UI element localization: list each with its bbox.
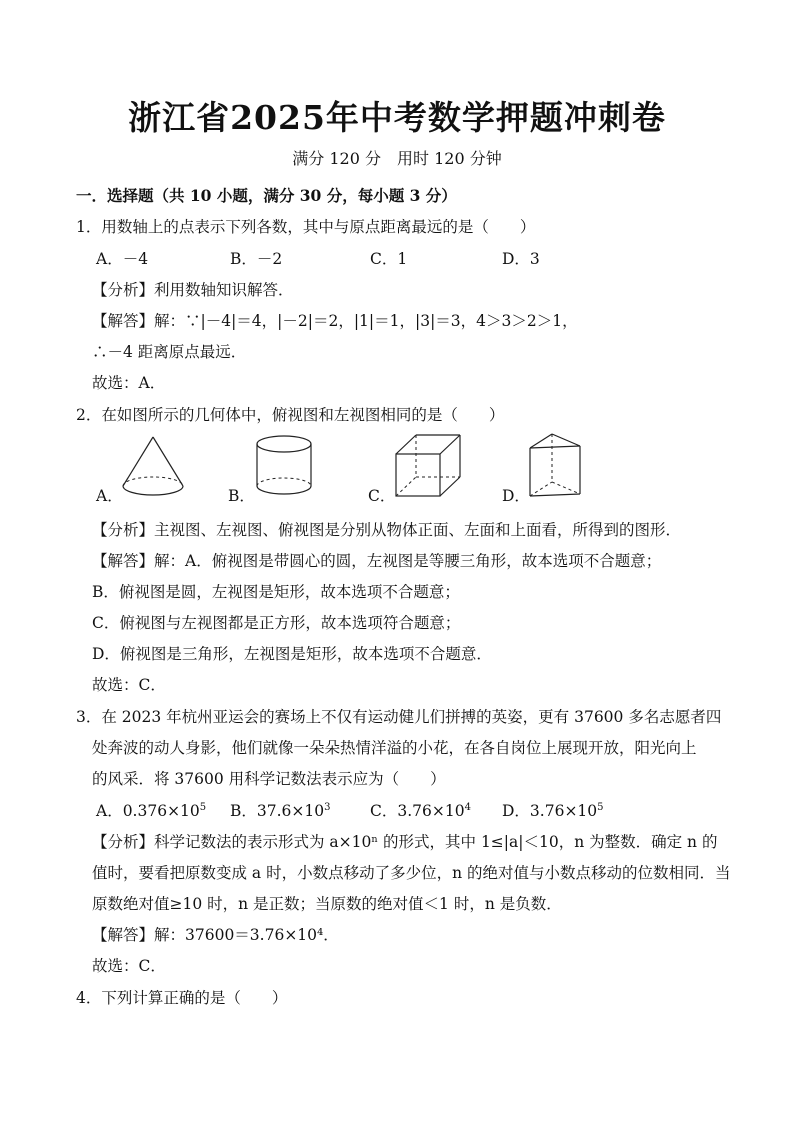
q2-figure-label-c: C．	[368, 487, 396, 505]
q2-solution-line-3: C．俯视图与左视图都是正方形，故本选项符合题意；	[92, 614, 461, 632]
section-heading: 一．选择题（共 10 小题，满分 30 分，每小题 3 分）	[76, 186, 457, 205]
question-3-stem-line-3: 的风采．将 37600 用科学记数法表示应为（ ）	[92, 770, 446, 788]
q2-figure-label-a: A．	[96, 487, 123, 505]
page-title: 浙江省2025年中考数学押题冲刺卷	[128, 98, 666, 137]
question-4-stem: 4．下列计算正确的是（ ）	[76, 989, 288, 1007]
q3-option-a: A．$0.376\times 10^5$	[96, 802, 207, 820]
q3-analysis-line-3: 原数绝对值≥10 时，n 是正数；当原数的绝对值＜1 时，n 是负数．	[92, 895, 562, 913]
q3-answer: 故选：C．	[92, 957, 166, 975]
question-3-stem-line-2: 处奔波的动人身影，他们就像一朵朵热情洋溢的小花，在各自岗位上展现开放，阳光向上	[92, 739, 697, 757]
q1-solution-line-1: 【解答】解：∵|－4|＝4，|－2|＝2，|1|＝1，|3|＝3，4＞3＞2＞1，	[92, 312, 578, 330]
q1-analysis: 【分析】利用数轴知识解答．	[92, 281, 294, 299]
q1-option-c: C．1	[370, 250, 408, 268]
question-3-stem-line-1: 3．在 2023 年杭州亚运会的赛场上不仅有运动健儿们拼搏的英姿，更有 37600 多名志愿者四	[76, 708, 722, 726]
q2-solution-line-1: 【解答】解：A．俯视图是带圆心的圆，左视图是等腰三角形，故本选项不合题意；	[92, 552, 662, 570]
q3-analysis-line-2: 值时，要看把原数变成 a 时，小数点移动了多少位，n 的绝对值与小数点移动的位数相同．当	[92, 864, 731, 882]
q3-analysis-line-1: 【分析】科学记数法的表示形式为 a×10ⁿ 的形式，其中 1≤|a|＜10，n 为整数．确定 n 的	[92, 833, 718, 851]
q1-option-b: B．－2	[230, 250, 283, 268]
q3-option-b: B．$37.6\times 10^3$	[230, 802, 331, 820]
exam-info: 满分 120 分 用时 120 分钟	[292, 149, 502, 168]
q2-solution-line-4: D．俯视图是三角形，左视图是矩形，故本选项不合题意．	[92, 645, 492, 663]
q3-solution: 【解答】解：37600＝3.76×10⁴．	[92, 926, 339, 944]
question-2-stem: 2．在如图所示的几何体中，俯视图和左视图相同的是（ ）	[76, 406, 505, 424]
q3-option-d: D．$3.76\times 10^5$	[502, 802, 604, 820]
q2-answer: 故选：C．	[92, 676, 166, 694]
triangular-prism-figure	[526, 430, 586, 500]
q2-figure-label-d: D．	[502, 487, 530, 505]
q1-option-d: D．3	[502, 250, 540, 268]
q2-analysis: 【分析】主视图、左视图、俯视图是分别从物体正面、左面和上面看，所得到的图形．	[92, 521, 682, 539]
q1-answer: 故选：A．	[92, 374, 166, 392]
question-1-stem: 1．用数轴上的点表示下列各数，其中与原点距离最远的是（ ）	[76, 218, 536, 236]
q3-option-c: C．$3.76\times 10^4$	[370, 802, 471, 820]
q1-solution-line-2: ∴－4 距离原点最远．	[92, 343, 247, 361]
q1-option-a: A．－4	[96, 250, 149, 268]
q2-figure-label-b: B．	[228, 487, 255, 505]
cylinder-figure	[252, 432, 316, 500]
cone-figure	[118, 434, 188, 500]
cube-figure	[392, 432, 464, 500]
q2-solution-line-2: B．俯视图是圆，左视图是矩形，故本选项不合题意；	[92, 583, 460, 601]
